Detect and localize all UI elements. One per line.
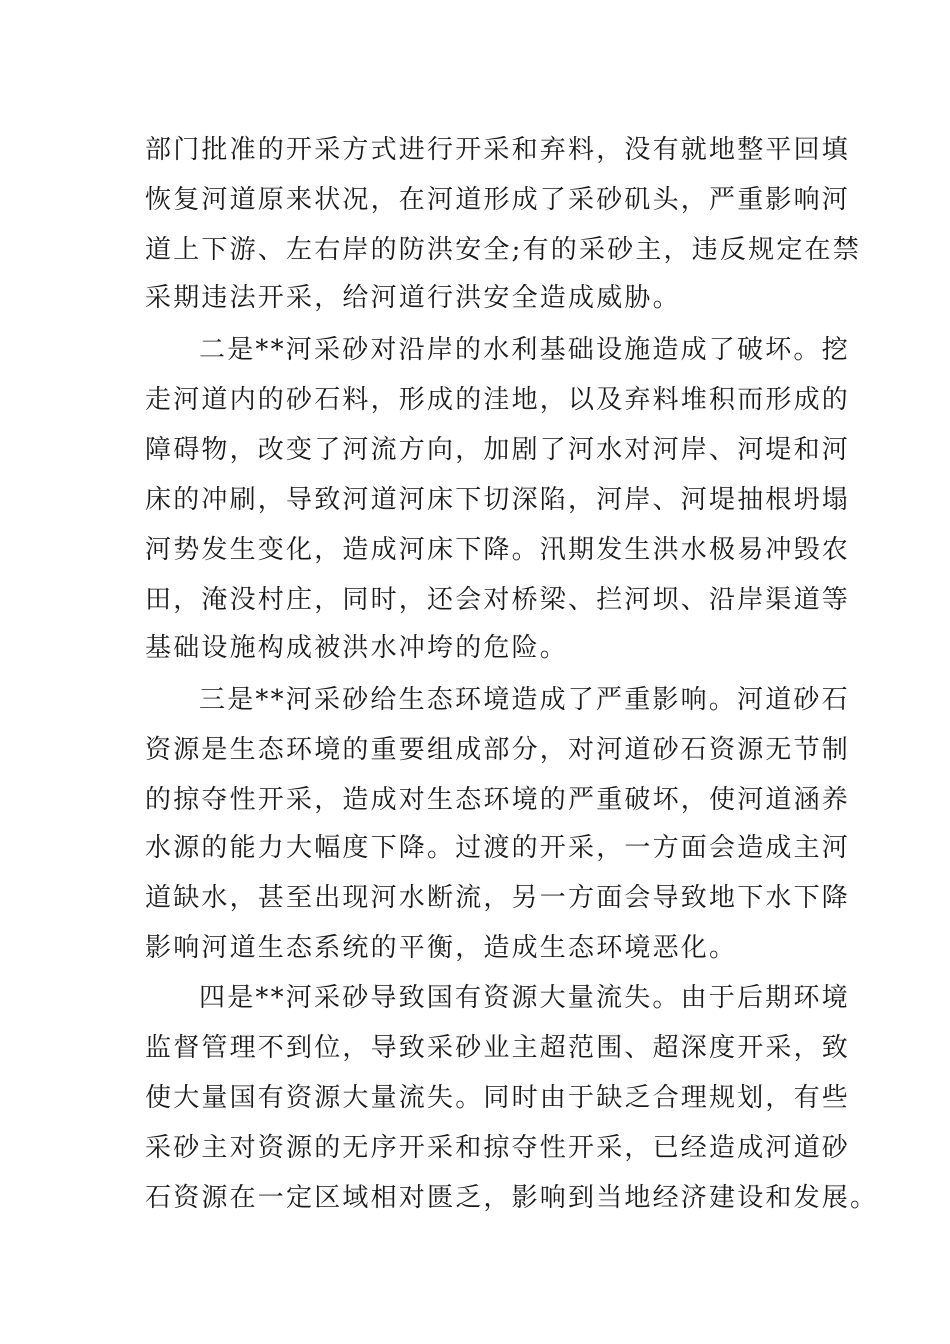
paragraph-4-first-line: 四是**河采砂导致国有资源大量流失。由于后期环境 xyxy=(199,983,850,1013)
text-line: 采砂主对资源的无序开采和掠夺性开采，已经造成河道砂 xyxy=(145,1133,851,1163)
text-line: 使大量国有资源大量流失。同时由于缺乏合理规划，有些 xyxy=(145,1083,851,1113)
paragraph-3-first-line: 三是**河采砂给生态环境造成了严重影响。河道砂石 xyxy=(199,685,850,715)
text-line: 采期违法开采，给河道行洪安全造成威胁。 xyxy=(145,283,681,313)
text-line: 资源是生态环境的重要组成部分，对河道砂石资源无节制 xyxy=(145,735,851,765)
text-line: 道上下游、左右岸的防洪安全;有的采砂主，违反规定在禁 xyxy=(145,235,861,265)
text-line: 恢复河道原来状况，在河道形成了采砂矶头，严重影响河 xyxy=(145,185,851,215)
text-line: 水源的能力大幅度下降。过渡的开采，一方面会造成主河 xyxy=(145,833,851,863)
text-line: 田，淹没村庄，同时，还会对桥梁、拦河坝、沿岸渠道等 xyxy=(145,585,851,615)
text-line: 河势发生变化，造成河床下降。汛期发生洪水极易冲毁农 xyxy=(145,535,851,565)
text-line: 监督管理不到位，导致采砂业主超范围、超深度开采，致 xyxy=(145,1033,851,1063)
text-line: 的掠夺性开采，造成对生态环境的严重破坏，使河道涵养 xyxy=(145,785,851,815)
text-line: 走河道内的砂石料，形成的洼地，以及弃料堆积而形成的 xyxy=(145,385,851,415)
paragraph-2-first-line: 二是**河采砂对沿岸的水利基础设施造成了破坏。挖 xyxy=(199,335,850,365)
text-line: 部门批准的开采方式进行开采和弃料，没有就地整平回填 xyxy=(145,135,851,165)
text-line: 道缺水，甚至出现河水断流，另一方面会导致地下水下降 xyxy=(145,883,851,913)
text-line: 影响河道生态系统的平衡，造成生态环境恶化。 xyxy=(145,933,738,963)
text-line: 障碍物，改变了河流方向，加剧了河水对河岸、河堤和河 xyxy=(145,435,851,465)
text-line: 床的冲刷，导致河道河床下切深陷，河岸、河堤抽根坍塌 xyxy=(145,485,851,515)
text-line: 基础设施构成被洪水冲垮的危险。 xyxy=(145,633,569,663)
text-line: 石资源在一定区域相对匮乏，影响到当地经济建设和发展。 xyxy=(145,1183,879,1213)
